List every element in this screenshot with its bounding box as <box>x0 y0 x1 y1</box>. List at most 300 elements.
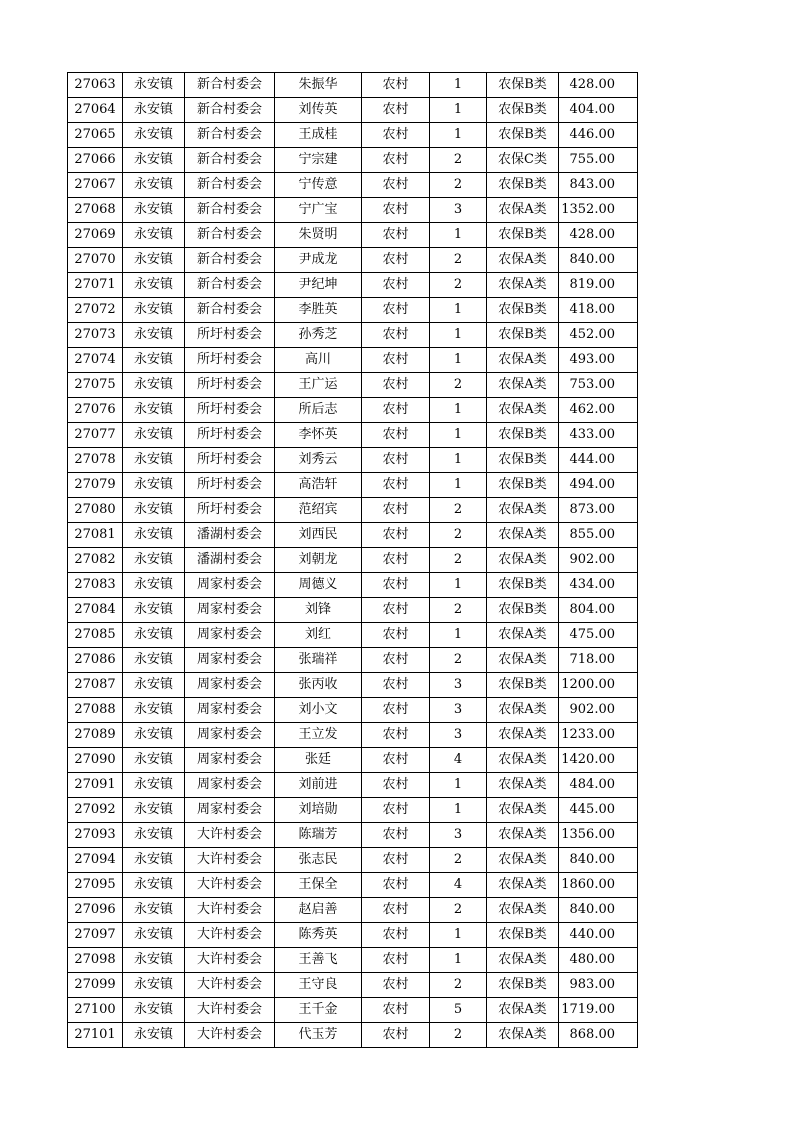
cell-name: 周德义 <box>275 573 362 598</box>
cell-amount: 440.00 <box>559 923 638 948</box>
cell-name: 赵启善 <box>275 898 362 923</box>
table-row <box>68 948 638 973</box>
cell-area: 农村 <box>362 298 430 323</box>
cell-count: 2 <box>430 848 487 873</box>
table-row <box>68 923 638 948</box>
cell-id: 27098 <box>68 948 123 973</box>
cell-town: 永安镇 <box>123 98 185 123</box>
cell-town: 永安镇 <box>123 148 185 173</box>
cell-name: 张瑞祥 <box>275 648 362 673</box>
table-row <box>68 298 638 323</box>
cell-area: 农村 <box>362 548 430 573</box>
cell-count: 1 <box>430 73 487 98</box>
table-row <box>68 473 638 498</box>
cell-amount: 475.00 <box>559 623 638 648</box>
cell-category: 农保A类 <box>487 548 559 573</box>
cell-town: 永安镇 <box>123 298 185 323</box>
cell-town: 永安镇 <box>123 623 185 648</box>
cell-count: 1 <box>430 223 487 248</box>
cell-count: 1 <box>430 423 487 448</box>
cell-name: 刘前进 <box>275 773 362 798</box>
cell-amount: 493.00 <box>559 348 638 373</box>
cell-area: 农村 <box>362 123 430 148</box>
cell-area: 农村 <box>362 448 430 473</box>
cell-id: 27094 <box>68 848 123 873</box>
cell-id: 27099 <box>68 973 123 998</box>
cell-name: 王守良 <box>275 973 362 998</box>
cell-village: 周家村委会 <box>185 648 275 673</box>
cell-id: 27063 <box>68 73 123 98</box>
cell-area: 农村 <box>362 998 430 1023</box>
cell-count: 2 <box>430 173 487 198</box>
cell-town: 永安镇 <box>123 548 185 573</box>
cell-amount: 902.00 <box>559 548 638 573</box>
table-body <box>68 73 638 1048</box>
cell-count: 2 <box>430 148 487 173</box>
cell-town: 永安镇 <box>123 723 185 748</box>
cell-category: 农保A类 <box>487 398 559 423</box>
cell-count: 1 <box>430 473 487 498</box>
cell-village: 大许村委会 <box>185 1023 275 1048</box>
cell-count: 1 <box>430 348 487 373</box>
table-row <box>68 273 638 298</box>
cell-town: 永安镇 <box>123 673 185 698</box>
cell-count: 1 <box>430 623 487 648</box>
cell-category: 农保A类 <box>487 748 559 773</box>
cell-town: 永安镇 <box>123 198 185 223</box>
cell-category: 农保B类 <box>487 598 559 623</box>
cell-amount: 1860.00 <box>559 873 638 898</box>
table-row <box>68 598 638 623</box>
cell-area: 农村 <box>362 773 430 798</box>
cell-village: 大许村委会 <box>185 948 275 973</box>
cell-count: 1 <box>430 923 487 948</box>
cell-village: 周家村委会 <box>185 698 275 723</box>
cell-amount: 840.00 <box>559 248 638 273</box>
cell-village: 新合村委会 <box>185 198 275 223</box>
cell-amount: 428.00 <box>559 223 638 248</box>
cell-category: 农保B类 <box>487 673 559 698</box>
cell-village: 大许村委会 <box>185 998 275 1023</box>
cell-village: 新合村委会 <box>185 248 275 273</box>
cell-village: 大许村委会 <box>185 973 275 998</box>
cell-village: 周家村委会 <box>185 773 275 798</box>
cell-amount: 840.00 <box>559 898 638 923</box>
cell-id: 27084 <box>68 598 123 623</box>
table-row <box>68 373 638 398</box>
cell-count: 2 <box>430 498 487 523</box>
cell-category: 农保A类 <box>487 773 559 798</box>
cell-amount: 480.00 <box>559 948 638 973</box>
cell-amount: 840.00 <box>559 848 638 873</box>
cell-amount: 433.00 <box>559 423 638 448</box>
table-row <box>68 973 638 998</box>
table-row <box>68 998 638 1023</box>
cell-amount: 855.00 <box>559 523 638 548</box>
cell-id: 27100 <box>68 998 123 1023</box>
cell-category: 农保A类 <box>487 523 559 548</box>
cell-town: 永安镇 <box>123 898 185 923</box>
cell-village: 新合村委会 <box>185 98 275 123</box>
cell-amount: 1200.00 <box>559 673 638 698</box>
cell-village: 新合村委会 <box>185 223 275 248</box>
cell-id: 27067 <box>68 173 123 198</box>
cell-village: 新合村委会 <box>185 273 275 298</box>
cell-count: 1 <box>430 573 487 598</box>
cell-village: 所圩村委会 <box>185 398 275 423</box>
cell-id: 27073 <box>68 323 123 348</box>
table-row <box>68 198 638 223</box>
table-row <box>68 123 638 148</box>
cell-id: 27072 <box>68 298 123 323</box>
cell-id: 27066 <box>68 148 123 173</box>
cell-count: 2 <box>430 548 487 573</box>
cell-id: 27086 <box>68 648 123 673</box>
cell-area: 农村 <box>362 673 430 698</box>
table-row <box>68 423 638 448</box>
cell-area: 农村 <box>362 973 430 998</box>
cell-count: 2 <box>430 648 487 673</box>
cell-area: 农村 <box>362 748 430 773</box>
cell-amount: 404.00 <box>559 98 638 123</box>
cell-category: 农保B类 <box>487 98 559 123</box>
cell-category: 农保B类 <box>487 423 559 448</box>
cell-village: 所圩村委会 <box>185 423 275 448</box>
table-row <box>68 623 638 648</box>
cell-amount: 452.00 <box>559 323 638 348</box>
cell-name: 王立发 <box>275 723 362 748</box>
cell-amount: 418.00 <box>559 298 638 323</box>
cell-id: 27090 <box>68 748 123 773</box>
cell-village: 周家村委会 <box>185 723 275 748</box>
cell-name: 高川 <box>275 348 362 373</box>
cell-category: 农保A类 <box>487 798 559 823</box>
cell-count: 1 <box>430 798 487 823</box>
cell-name: 张志民 <box>275 848 362 873</box>
cell-amount: 819.00 <box>559 273 638 298</box>
cell-area: 农村 <box>362 523 430 548</box>
cell-count: 2 <box>430 373 487 398</box>
cell-village: 周家村委会 <box>185 748 275 773</box>
cell-area: 农村 <box>362 573 430 598</box>
table-row <box>68 798 638 823</box>
cell-count: 1 <box>430 323 487 348</box>
cell-village: 所圩村委会 <box>185 323 275 348</box>
cell-town: 永安镇 <box>123 273 185 298</box>
cell-category: 农保A类 <box>487 948 559 973</box>
table-row <box>68 723 638 748</box>
cell-area: 农村 <box>362 323 430 348</box>
table-row <box>68 448 638 473</box>
cell-category: 农保A类 <box>487 273 559 298</box>
cell-village: 大许村委会 <box>185 898 275 923</box>
cell-id: 27087 <box>68 673 123 698</box>
cell-category: 农保A类 <box>487 248 559 273</box>
cell-id: 27097 <box>68 923 123 948</box>
table-row <box>68 698 638 723</box>
cell-name: 王成桂 <box>275 123 362 148</box>
table-row <box>68 548 638 573</box>
cell-amount: 484.00 <box>559 773 638 798</box>
cell-area: 农村 <box>362 473 430 498</box>
cell-village: 潘湖村委会 <box>185 523 275 548</box>
table-row <box>68 773 638 798</box>
cell-id: 27079 <box>68 473 123 498</box>
cell-area: 农村 <box>362 398 430 423</box>
cell-village: 周家村委会 <box>185 573 275 598</box>
cell-count: 4 <box>430 873 487 898</box>
cell-town: 永安镇 <box>123 423 185 448</box>
cell-count: 5 <box>430 998 487 1023</box>
cell-amount: 1719.00 <box>559 998 638 1023</box>
cell-area: 农村 <box>362 98 430 123</box>
cell-name: 尹成龙 <box>275 248 362 273</box>
cell-name: 尹纪坤 <box>275 273 362 298</box>
cell-village: 新合村委会 <box>185 298 275 323</box>
cell-category: 农保A类 <box>487 698 559 723</box>
cell-town: 永安镇 <box>123 448 185 473</box>
cell-town: 永安镇 <box>123 498 185 523</box>
cell-amount: 843.00 <box>559 173 638 198</box>
cell-category: 农保A类 <box>487 873 559 898</box>
cell-town: 永安镇 <box>123 948 185 973</box>
cell-area: 农村 <box>362 1023 430 1048</box>
cell-id: 27071 <box>68 273 123 298</box>
cell-category: 农保A类 <box>487 373 559 398</box>
cell-town: 永安镇 <box>123 248 185 273</box>
cell-town: 永安镇 <box>123 348 185 373</box>
cell-category: 农保B类 <box>487 173 559 198</box>
table-row <box>68 73 638 98</box>
cell-amount: 902.00 <box>559 698 638 723</box>
cell-area: 农村 <box>362 598 430 623</box>
cell-village: 周家村委会 <box>185 598 275 623</box>
cell-amount: 804.00 <box>559 598 638 623</box>
table-row <box>68 148 638 173</box>
cell-count: 2 <box>430 248 487 273</box>
cell-area: 农村 <box>362 498 430 523</box>
cell-count: 1 <box>430 98 487 123</box>
cell-area: 农村 <box>362 723 430 748</box>
cell-amount: 1352.00 <box>559 198 638 223</box>
cell-count: 3 <box>430 723 487 748</box>
cell-area: 农村 <box>362 348 430 373</box>
cell-area: 农村 <box>362 848 430 873</box>
cell-name: 张廷 <box>275 748 362 773</box>
cell-village: 大许村委会 <box>185 823 275 848</box>
table-row <box>68 173 638 198</box>
cell-category: 农保A类 <box>487 823 559 848</box>
cell-name: 朱振华 <box>275 73 362 98</box>
cell-name: 刘朝龙 <box>275 548 362 573</box>
cell-category: 农保A类 <box>487 348 559 373</box>
cell-count: 2 <box>430 898 487 923</box>
cell-area: 农村 <box>362 823 430 848</box>
cell-town: 永安镇 <box>123 648 185 673</box>
cell-id: 27088 <box>68 698 123 723</box>
cell-amount: 873.00 <box>559 498 638 523</box>
cell-area: 农村 <box>362 948 430 973</box>
cell-count: 1 <box>430 773 487 798</box>
cell-category: 农保B类 <box>487 298 559 323</box>
cell-name: 高浩轩 <box>275 473 362 498</box>
cell-village: 新合村委会 <box>185 173 275 198</box>
cell-town: 永安镇 <box>123 998 185 1023</box>
cell-id: 27101 <box>68 1023 123 1048</box>
cell-id: 27077 <box>68 423 123 448</box>
cell-area: 农村 <box>362 198 430 223</box>
cell-area: 农村 <box>362 173 430 198</box>
cell-category: 农保A类 <box>487 498 559 523</box>
cell-town: 永安镇 <box>123 173 185 198</box>
table-row <box>68 898 638 923</box>
cell-village: 所圩村委会 <box>185 498 275 523</box>
cell-count: 3 <box>430 823 487 848</box>
cell-category: 农保A类 <box>487 998 559 1023</box>
cell-area: 农村 <box>362 923 430 948</box>
cell-amount: 755.00 <box>559 148 638 173</box>
cell-village: 周家村委会 <box>185 623 275 648</box>
cell-area: 农村 <box>362 148 430 173</box>
cell-amount: 983.00 <box>559 973 638 998</box>
cell-name: 刘锋 <box>275 598 362 623</box>
cell-category: 农保B类 <box>487 323 559 348</box>
cell-category: 农保A类 <box>487 898 559 923</box>
cell-count: 1 <box>430 123 487 148</box>
cell-category: 农保B类 <box>487 73 559 98</box>
cell-id: 27081 <box>68 523 123 548</box>
cell-village: 潘湖村委会 <box>185 548 275 573</box>
cell-category: 农保A类 <box>487 848 559 873</box>
cell-name: 李怀英 <box>275 423 362 448</box>
cell-town: 永安镇 <box>123 473 185 498</box>
cell-count: 2 <box>430 598 487 623</box>
cell-amount: 1420.00 <box>559 748 638 773</box>
cell-count: 2 <box>430 973 487 998</box>
cell-name: 王保全 <box>275 873 362 898</box>
cell-town: 永安镇 <box>123 223 185 248</box>
cell-town: 永安镇 <box>123 748 185 773</box>
cell-area: 农村 <box>362 898 430 923</box>
cell-village: 大许村委会 <box>185 923 275 948</box>
cell-name: 刘秀云 <box>275 448 362 473</box>
cell-name: 刘西民 <box>275 523 362 548</box>
data-table <box>67 72 638 1048</box>
cell-town: 永安镇 <box>123 398 185 423</box>
cell-category: 农保B类 <box>487 223 559 248</box>
cell-area: 农村 <box>362 423 430 448</box>
cell-town: 永安镇 <box>123 923 185 948</box>
cell-amount: 753.00 <box>559 373 638 398</box>
cell-village: 所圩村委会 <box>185 473 275 498</box>
cell-name: 刘小文 <box>275 698 362 723</box>
cell-count: 3 <box>430 198 487 223</box>
cell-area: 农村 <box>362 623 430 648</box>
cell-category: 农保A类 <box>487 623 559 648</box>
cell-amount: 462.00 <box>559 398 638 423</box>
cell-name: 李胜英 <box>275 298 362 323</box>
cell-amount: 428.00 <box>559 73 638 98</box>
cell-id: 27091 <box>68 773 123 798</box>
table-row <box>68 248 638 273</box>
table-row <box>68 873 638 898</box>
cell-name: 王广运 <box>275 373 362 398</box>
cell-count: 4 <box>430 748 487 773</box>
table-row <box>68 748 638 773</box>
cell-amount: 494.00 <box>559 473 638 498</box>
cell-amount: 444.00 <box>559 448 638 473</box>
table-row <box>68 323 638 348</box>
cell-count: 1 <box>430 448 487 473</box>
cell-town: 永安镇 <box>123 1023 185 1048</box>
cell-town: 永安镇 <box>123 373 185 398</box>
cell-category: 农保B类 <box>487 448 559 473</box>
cell-count: 2 <box>430 273 487 298</box>
table-row <box>68 398 638 423</box>
cell-id: 27074 <box>68 348 123 373</box>
table-row <box>68 1023 638 1048</box>
cell-category: 农保B类 <box>487 973 559 998</box>
cell-id: 27069 <box>68 223 123 248</box>
cell-amount: 445.00 <box>559 798 638 823</box>
table-row <box>68 848 638 873</box>
cell-category: 农保A类 <box>487 1023 559 1048</box>
cell-amount: 434.00 <box>559 573 638 598</box>
cell-category: 农保B类 <box>487 923 559 948</box>
cell-count: 1 <box>430 948 487 973</box>
cell-name: 范绍宾 <box>275 498 362 523</box>
cell-id: 27078 <box>68 448 123 473</box>
cell-town: 永安镇 <box>123 698 185 723</box>
cell-town: 永安镇 <box>123 848 185 873</box>
cell-town: 永安镇 <box>123 823 185 848</box>
cell-name: 王千金 <box>275 998 362 1023</box>
cell-name: 宁宗建 <box>275 148 362 173</box>
table-row <box>68 648 638 673</box>
cell-amount: 1356.00 <box>559 823 638 848</box>
cell-count: 1 <box>430 298 487 323</box>
cell-count: 2 <box>430 523 487 548</box>
cell-id: 27064 <box>68 98 123 123</box>
cell-id: 27092 <box>68 798 123 823</box>
cell-town: 永安镇 <box>123 798 185 823</box>
cell-amount: 718.00 <box>559 648 638 673</box>
cell-area: 农村 <box>362 798 430 823</box>
cell-name: 王善飞 <box>275 948 362 973</box>
cell-id: 27080 <box>68 498 123 523</box>
cell-village: 所圩村委会 <box>185 373 275 398</box>
cell-id: 27082 <box>68 548 123 573</box>
cell-area: 农村 <box>362 248 430 273</box>
cell-name: 宁广宝 <box>275 198 362 223</box>
cell-id: 27076 <box>68 398 123 423</box>
cell-category: 农保B类 <box>487 123 559 148</box>
cell-id: 27083 <box>68 573 123 598</box>
cell-village: 新合村委会 <box>185 123 275 148</box>
cell-town: 永安镇 <box>123 973 185 998</box>
table-row <box>68 348 638 373</box>
table-row <box>68 223 638 248</box>
cell-category: 农保A类 <box>487 198 559 223</box>
cell-count: 1 <box>430 398 487 423</box>
table-row <box>68 98 638 123</box>
cell-category: 农保A类 <box>487 723 559 748</box>
cell-count: 3 <box>430 673 487 698</box>
table-row <box>68 673 638 698</box>
table-row <box>68 523 638 548</box>
cell-amount: 1233.00 <box>559 723 638 748</box>
cell-village: 所圩村委会 <box>185 448 275 473</box>
